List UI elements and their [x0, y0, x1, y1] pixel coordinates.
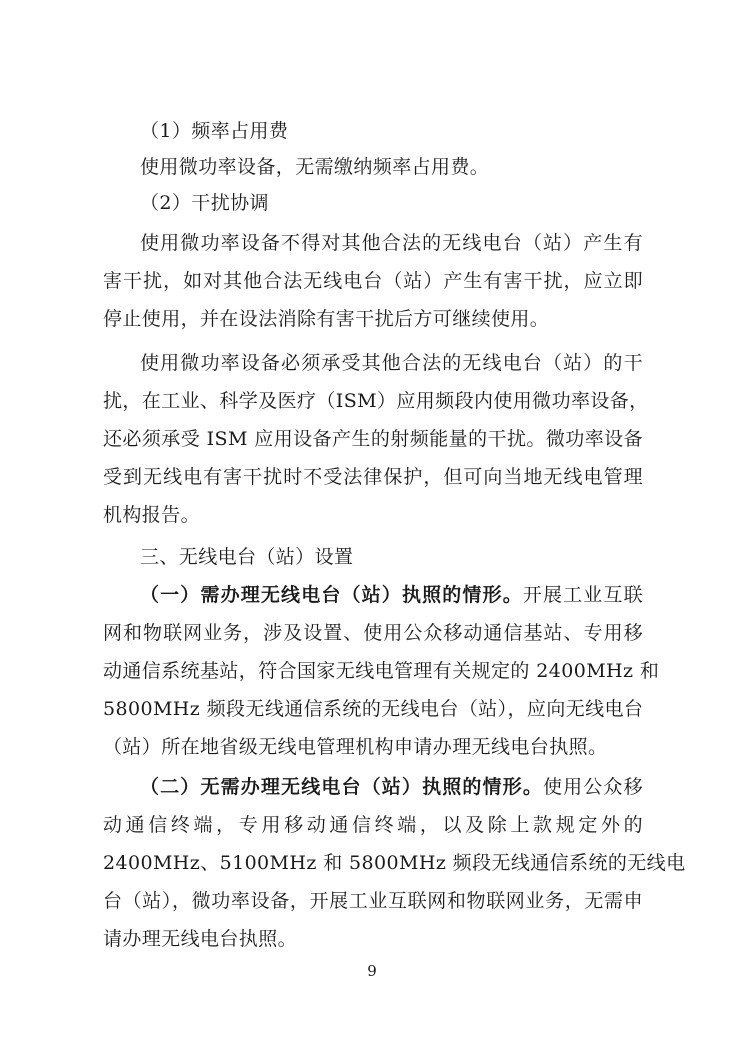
item1-text: 使用微功率设备，无需缴纳频率占用费。: [140, 156, 490, 178]
sub2-line-5: 请办理无线电台执照。: [103, 928, 298, 950]
sub2-bold-heading: （二）无需办理无线电台（站）执照的情形。: [140, 776, 543, 798]
para2-line-2: 扰，在工业、科学及医疗（ISM）应用频段内使用微功率设备，: [103, 390, 649, 412]
sub1-line-4: 5800MHz 频段无线通信系统的无线电台（站），应向无线电台: [103, 698, 644, 720]
item2-title: （2）干扰协调: [140, 192, 269, 214]
para2-line-1: 使用微功率设备必须承受其他合法的无线电台（站）的干: [140, 352, 643, 374]
para2-line-4: 受到无线电有害干扰时不受法律保护，但可向当地无线电管理: [103, 466, 643, 488]
sub1-bold-heading: （一）需办理无线电台（站）执照的情形。: [140, 584, 523, 606]
section-3-heading: 三、无线电台（站）设置: [140, 546, 354, 568]
item1-title: （1）频率占用费: [140, 120, 289, 142]
sub2-first-rest: 使用公众移: [542, 776, 643, 798]
sub2-line-4: 台（站），微功率设备，开展工业互联网和物联网业务，无需申: [103, 890, 643, 912]
sub2-line-2: 动通信终端，专用移动通信终端，以及除上款规定外的: [103, 814, 643, 836]
para2-line-3: 还必须承受 ISM 应用设备产生的射频能量的干扰。微功率设备: [103, 428, 643, 450]
sub2-line-1: [140, 776, 643, 798]
page-number: 9: [367, 962, 377, 980]
sub1-line-1: [140, 584, 643, 606]
sub1-first-rest: 开展工业互联: [522, 584, 643, 606]
para1-line-2: 害干扰，如对其他合法无线电台（站）产生有害干扰，应立即: [103, 270, 643, 292]
sub1-line-2: 网和物联网业务，涉及设置、使用公众移动通信基站、专用移: [103, 622, 643, 644]
para1-line-3: 停止使用，并在设法消除有害干扰后方可继续使用。: [103, 308, 550, 330]
sub1-line-3: 动通信系统基站，符合国家无线电管理有关规定的 2400MHz 和: [103, 660, 660, 682]
para1-line-1: 使用微功率设备不得对其他合法的无线电台（站）产生有: [140, 232, 643, 254]
sub1-line-5: （站）所在地省级无线电管理机构申请办理无线电台执照。: [103, 736, 608, 758]
sub2-line-3: 2400MHz、5100MHz 和 5800MHz 频段无线通信系统的无线电: [103, 852, 686, 874]
para2-line-5: 机构报告。: [103, 504, 201, 526]
